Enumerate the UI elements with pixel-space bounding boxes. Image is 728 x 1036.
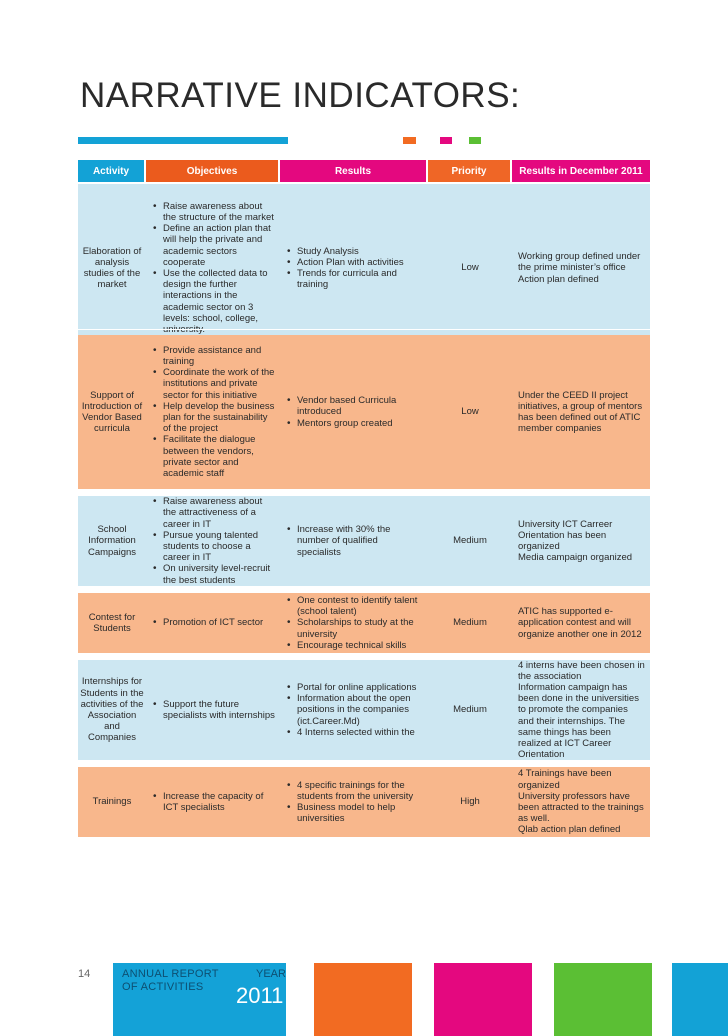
december-line: Media campaign organized [518,552,633,564]
header-results: Results [280,160,426,182]
cell-priority: Medium [453,535,487,547]
cell-activity: Contest for Students [88,611,136,634]
cell-objectives [146,335,280,489]
table-header [78,160,650,182]
cell-december [512,767,650,837]
report-title-line2: OF ACTIVITIES [122,981,204,993]
result-item: • Trends for curricula and training [286,268,424,290]
table-row [78,184,650,352]
cell-objectives [146,767,280,837]
header-december: Results in December 2011 [512,160,650,182]
table-row [78,335,650,489]
december-line: Information campaign has been done in the universities to promote the companies and their internships. The same things has been realized at ICT Career Orientation [518,682,639,761]
cell-priority: Low [461,262,479,274]
table-row [78,496,650,586]
objective-item: • Use the collected data to design the further interactions in the academic sector on 3 levels: school, college, [152,268,276,335]
objective-item: • Provide assistance and training [152,345,276,367]
objective-item: • Pursue young talented students to choose a career in IT [152,530,276,564]
cell-december [512,660,650,760]
cell-activity: Support of Introduction of Vendor Based curricula [81,389,143,435]
december-line: University ICT Carreer Orientation has been organized [518,518,613,552]
result-item: • 4 specific trainings for the students from the university [286,780,424,802]
cell-activity: School Information Campaigns [87,524,137,558]
color-strip-orange [403,137,416,144]
result-item: • Business model to help universities [286,802,424,824]
objective-item: • Support the future specialists with internships [152,699,276,721]
indicators-table [78,160,650,836]
cell-activity: Trainings [92,796,132,808]
footer-block-orange [314,963,412,1036]
cell-objectives [146,184,280,352]
cell-activity: Elaboration of analysis studies of the market [82,245,142,291]
cell-objectives [146,593,280,653]
objective-item: • Help develop the business plan for the sustainability of the project [152,401,276,435]
result-item: • Information about the open positions in the companies (ict.Career.Md) [286,693,424,727]
december-line: 4 interns have been chosen in the association [518,659,645,682]
cell-priority: High [460,796,480,808]
color-strip-blue [78,137,288,144]
cell-results [280,593,428,653]
cell-results [280,496,428,586]
result-item: • Scholarships to study at the university [286,617,424,639]
year-value: 2011 [236,983,284,1008]
december-line: Working group defined under the prime minister’s office [518,251,641,274]
objective-item: • Coordinate the work of the institutions and private sector for this initiative [152,367,276,401]
december-line: University professors have been attracted to the trainings as well. [518,790,644,825]
objective-item: • Increase the capacity of ICT specialists [152,791,276,813]
header-objectives: Objectives [146,160,278,182]
footer-block-pink [434,963,532,1036]
cell-december [512,496,650,586]
cell-results [280,335,428,489]
header-activity: Activity [78,160,144,182]
result-item: • One contest to identify talent (school talent) [286,595,424,617]
cell-results [280,660,428,760]
objective-item: • Define an action plan that will help the private and academic sectors cooperate [152,223,276,268]
table-row [78,660,650,760]
result-item: • Encourage technical skills [286,640,424,651]
result-item: • Action Plan with activities [286,257,424,268]
result-item: • Mentors group created [286,418,424,429]
cell-objectives [146,496,280,586]
cell-december [512,184,650,352]
cell-priority: Medium [453,617,487,629]
color-strip-green [469,137,481,144]
cell-activity: Internships for Students in the activities of the Association and Companies [80,676,144,744]
cell-results [280,767,428,837]
december-line: Qlab action plan defined [518,824,621,836]
footer-block-blue [672,963,728,1036]
cell-december [512,593,650,653]
page-title: NARRATIVE INDICATORS: [80,76,521,115]
december-line: Under the CEED II project initiatives, a group of mentors has been defined out of ATIC member companies [518,389,643,435]
result-item: • Increase with 30% the number of qualified specialists [286,524,424,558]
result-item: • Vendor based Curricula introduced [286,395,424,417]
footer-block-green [554,963,652,1036]
cell-december [512,335,650,489]
objective-item: • On university level-recruit the best students [152,563,276,585]
result-item: • Portal for online applications [286,682,424,693]
objective-item: • Promotion of ICT sector [152,617,263,628]
cell-results [280,184,428,352]
table-row [78,593,650,653]
result-item: • Study Analysis [286,246,424,257]
color-strip-pink [440,137,452,144]
result-item: • 4 Interns selected within the [286,727,424,738]
cell-priority: Low [461,406,479,418]
page-number: 14 [78,968,91,980]
year-label: YEAR [256,968,286,980]
row-divider [78,329,650,330]
december-line: Action plan defined [518,273,599,285]
header-priority: Priority [428,160,510,182]
cell-priority: Medium [453,704,487,716]
report-title-line1: ANNUAL REPORT [122,968,219,980]
objective-item: • Raise awareness about the attractiveness of a career in IT [152,496,276,530]
table-row [78,767,650,837]
objective-item: • Facilitate the dialogue between the vendors, private sector and academic staff [152,434,276,479]
objective-item: • Raise awareness about the structure of the market [152,201,276,223]
december-line: 4 Trainings have been organized [518,768,612,791]
december-line: ATIC has supported e-application contest and will organize another one in 2012 [518,606,642,640]
cell-objectives [146,660,280,760]
